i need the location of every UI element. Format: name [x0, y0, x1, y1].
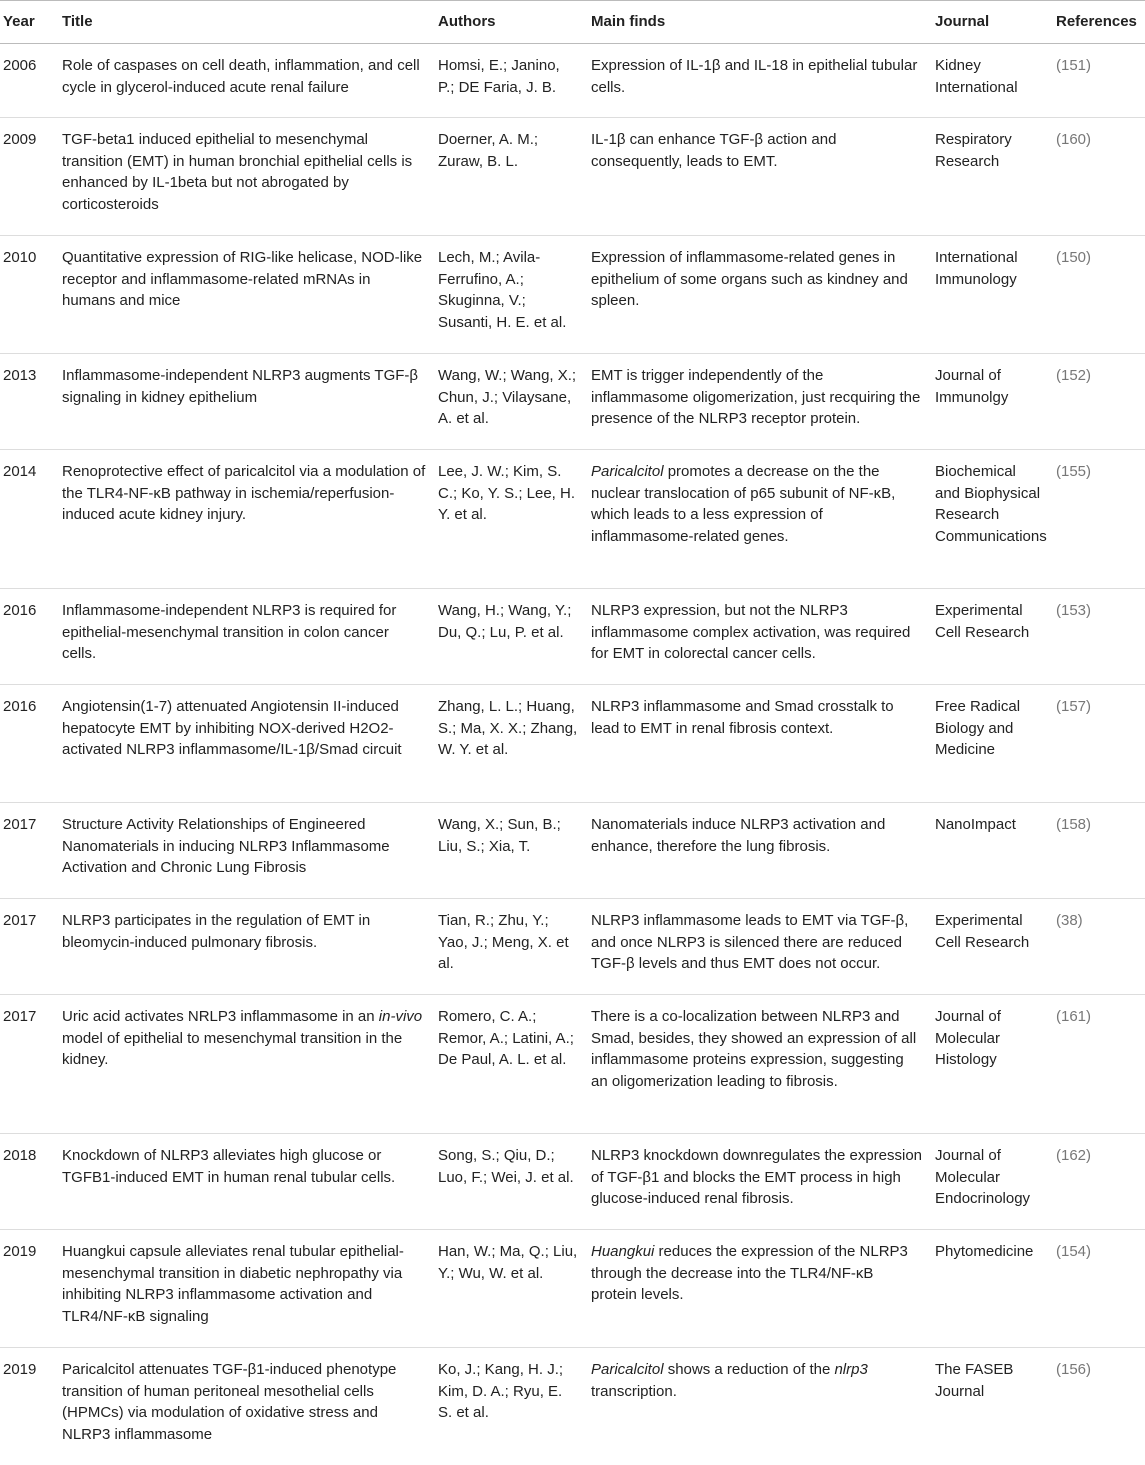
- cell-title: TGF-beta1 induced epithelial to mesenchymal transition (EMT) in human bronchial epithelial cells is enhanced by IL-1beta but not abrogated by corticosteroids: [62, 118, 438, 236]
- header-journal: Journal: [935, 1, 1056, 44]
- header-references: References: [1056, 1, 1145, 44]
- cell-title: Knockdown of NLRP3 alleviates high glucose or TGFB1-induced EMT in human renal tubular cells.: [62, 1134, 438, 1230]
- main-finds-text: promotes a decrease on the the nuclear translocation of p65 subunit of NF-κB, which leads to a less expression of inflammasome-related genes.: [591, 463, 896, 545]
- table-row: [0, 236, 1145, 354]
- table-row: [0, 1134, 1145, 1230]
- cell-journal: Free Radical Biology and Medicine: [935, 685, 1056, 803]
- header-authors: Authors: [438, 1, 591, 44]
- table-row: [0, 118, 1145, 236]
- cell-main-finds: EMT is trigger independently of the inflammasome oligomerization, just recquiring the presence of the NLRP3 receptor protein.: [591, 354, 935, 450]
- cell-authors: Tian, R.; Zhu, Y.; Yao, J.; Meng, X. et al.: [438, 899, 591, 995]
- cell-main-finds: [591, 450, 935, 589]
- cell-year: 2010: [0, 236, 62, 354]
- table-row: [0, 589, 1145, 685]
- cell-year: 2016: [0, 685, 62, 803]
- cell-journal: Journal of Molecular Endocrinology: [935, 1134, 1056, 1230]
- cell-main-finds: [591, 1348, 935, 1465]
- cell-authors: Zhang, L. L.; Huang, S.; Ma, X. X.; Zhang, W. Y. et al.: [438, 685, 591, 803]
- cell-authors: Doerner, A. M.; Zuraw, B. L.: [438, 118, 591, 236]
- italic-term: nlrp3: [834, 1361, 868, 1379]
- italic-term: Huangkui: [591, 1243, 655, 1261]
- cell-main-finds: IL-1β can enhance TGF-β action and consequently, leads to EMT.: [591, 118, 935, 236]
- cell-authors: Han, W.; Ma, Q.; Liu, Y.; Wu, W. et al.: [438, 1230, 591, 1348]
- cell-authors: Romero, C. A.; Remor, A.; Latini, A.; De Paul, A. L. et al.: [438, 995, 591, 1134]
- table-row: [0, 685, 1145, 803]
- cell-year: 2013: [0, 354, 62, 450]
- cell-title: Inflammasome-independent NLRP3 is required for epithelial-mesenchymal transition in colon cancer cells.: [62, 589, 438, 685]
- main-finds-text: shows a reduction of the: [663, 1361, 835, 1379]
- cell-year: 2019: [0, 1230, 62, 1348]
- cell-reference[interactable]: (157): [1056, 685, 1145, 803]
- cell-year: 2017: [0, 995, 62, 1134]
- italic-term: Paricalcitol: [591, 463, 664, 481]
- cell-journal: Journal of Immunolgy: [935, 354, 1056, 450]
- cell-reference[interactable]: (151): [1056, 44, 1145, 118]
- cell-journal: Phytomedicine: [935, 1230, 1056, 1348]
- header-title: Title: [62, 1, 438, 44]
- cell-journal: Experimental Cell Research: [935, 589, 1056, 685]
- cell-main-finds: There is a co-localization between NLRP3 and Smad, besides, they showed an expression of all inflammasome proteins expression, suggesting an oligomerization leading to fibrosis.: [591, 995, 935, 1134]
- header-main-finds: Main finds: [591, 1, 935, 44]
- cell-reference[interactable]: (156): [1056, 1361, 1092, 1379]
- cell-journal: Journal of Molecular Histology: [935, 995, 1056, 1134]
- cell-year: 2017: [0, 899, 62, 995]
- cell-journal: Kidney International: [935, 44, 1056, 118]
- cell-title: Inflammasome-independent NLRP3 augments TGF-β signaling in kidney epithelium: [62, 354, 438, 450]
- main-finds-text: transcription.: [591, 1382, 677, 1400]
- cell-year: 2018: [0, 1134, 62, 1230]
- cell-reference[interactable]: (158): [1056, 803, 1145, 899]
- cell-journal: Experimental Cell Research: [935, 899, 1056, 995]
- cell-reference[interactable]: (154): [1056, 1230, 1145, 1348]
- cell-title: Quantitative expression of RIG-like helicase, NOD-like receptor and inflammasome-related mRNAs in humans and mice: [62, 236, 438, 354]
- cell-title: Paricalcitol attenuates TGF-β1-induced phenotype transition of human peritoneal mesothelial cells (HPMCs) via modulation of oxidative stress and NLRP3 inflammasome: [62, 1361, 397, 1443]
- italic-term: in-vivo: [378, 1008, 423, 1026]
- cell-main-finds: NLRP3 expression, but not the NLRP3 inflammasome complex activation, was required for EMT in colorectal cancer cells.: [591, 589, 935, 685]
- cell-main-finds: NLRP3 inflammasome leads to EMT via TGF-β, and once NLRP3 is silenced there are reduced TGF-β levels and thus EMT does not occur.: [591, 899, 935, 995]
- cell-main-finds: [591, 1230, 935, 1348]
- cell-authors: Song, S.; Qiu, D.; Luo, F.; Wei, J. et al.: [438, 1134, 591, 1230]
- cell-year: 2017: [0, 803, 62, 899]
- cell-reference[interactable]: (161): [1056, 995, 1145, 1134]
- cell-main-finds: Expression of inflammasome-related genes in epithelium of some organs such as kindney and spleen.: [591, 236, 935, 354]
- cell-authors: Wang, W.; Wang, X.; Chun, J.; Vilaysane, A. et al.: [438, 354, 591, 450]
- cell-main-finds: NLRP3 knockdown downregulates the expression of TGF-β1 and blocks the EMT process in high glucose-induced renal fibrosis.: [591, 1134, 935, 1230]
- cell-journal: International Immunology: [935, 236, 1056, 354]
- cell-reference[interactable]: (38): [1056, 899, 1145, 995]
- cell-authors: Wang, X.; Sun, B.; Liu, S.; Xia, T.: [438, 803, 591, 899]
- cell-reference[interactable]: (155): [1056, 450, 1145, 589]
- cell-reference[interactable]: (150): [1056, 236, 1145, 354]
- table-row: [0, 899, 1145, 995]
- table-row: [0, 354, 1145, 450]
- cell-year: 2006: [0, 44, 62, 118]
- cell-main-finds: Expression of IL-1β and IL-18 in epithelial tubular cells.: [591, 44, 935, 118]
- cell-year: 2016: [0, 589, 62, 685]
- cell-authors: Lech, M.; Avila-Ferrufino, A.; Skuginna, V.; Susanti, H. E. et al.: [438, 236, 591, 354]
- cell-title: Angiotensin(1-7) attenuated Angiotensin II-induced hepatocyte EMT by inhibiting NOX-derived H2O2-activated NLRP3 inflammasome/IL-1β/Smad circuit: [62, 685, 438, 803]
- main-finds-text: reduces the expression of the NLRP3 through the decrease into the TLR4/NF-κB protein levels.: [591, 1243, 908, 1304]
- cell-reference[interactable]: (160): [1056, 118, 1145, 236]
- cell-title: Structure Activity Relationships of Engineered Nanomaterials in inducing NLRP3 Inflammasome Activation and Chronic Lung Fibrosis: [62, 803, 438, 899]
- cell-title: Role of caspases on cell death, inflammation, and cell cycle in glycerol-induced acute renal failure: [62, 44, 438, 118]
- cell-year: 2014: [0, 450, 62, 589]
- table-row: [0, 44, 1145, 118]
- cell-title: NLRP3 participates in the regulation of EMT in bleomycin-induced pulmonary fibrosis.: [62, 899, 438, 995]
- cell-title: Huangkui capsule alleviates renal tubular epithelial-mesenchymal transition in diabetic nephropathy via inhibiting NLRP3 inflammasome activation and TLR4/NF-κB signaling: [62, 1230, 438, 1348]
- table-row: [0, 1348, 1145, 1465]
- table-row: [0, 450, 1145, 589]
- cell-main-finds: NLRP3 inflammasome and Smad crosstalk to lead to EMT in renal fibrosis context.: [591, 685, 935, 803]
- cell-reference[interactable]: (152): [1056, 354, 1145, 450]
- cell-reference[interactable]: (162): [1056, 1134, 1145, 1230]
- cell-authors: Ko, J.; Kang, H. J.; Kim, D. A.; Ryu, E. S. et al.: [438, 1361, 564, 1422]
- cell-journal: Biochemical and Biophysical Research Communications: [935, 450, 1056, 589]
- title-text: Uric acid activates NRLP3 inflammasome in an: [62, 1008, 379, 1026]
- italic-term: Paricalcitol: [591, 1361, 664, 1379]
- cell-authors: Lee, J. W.; Kim, S. C.; Ko, Y. S.; Lee, H. Y. et al.: [438, 450, 591, 589]
- cell-title: [62, 995, 438, 1134]
- cell-journal: Respiratory Research: [935, 118, 1056, 236]
- cell-authors: Wang, H.; Wang, Y.; Du, Q.; Lu, P. et al.: [438, 589, 591, 685]
- cell-journal: The FASEB Journal: [935, 1361, 1014, 1400]
- table-header-row: [0, 1, 1145, 44]
- cell-journal: NanoImpact: [935, 803, 1056, 899]
- cell-main-finds: Nanomaterials induce NLRP3 activation and enhance, therefore the lung fibrosis.: [591, 803, 935, 899]
- cell-authors: Homsi, E.; Janino, P.; DE Faria, J. B.: [438, 44, 591, 118]
- cell-year: 2019: [3, 1361, 37, 1379]
- table-row: [0, 995, 1145, 1134]
- table-row: [0, 803, 1145, 899]
- cell-year: 2009: [0, 118, 62, 236]
- header-year: Year: [0, 1, 62, 44]
- table-row: [0, 1230, 1145, 1348]
- cell-reference[interactable]: (153): [1056, 589, 1145, 685]
- cell-title: Renoprotective effect of paricalcitol via a modulation of the TLR4-NF-κB pathway in ischemia/reperfusion-induced acute kidney injury.: [62, 450, 438, 589]
- title-text: model of epithelial to mesenchymal transition in the kidney.: [62, 1029, 403, 1069]
